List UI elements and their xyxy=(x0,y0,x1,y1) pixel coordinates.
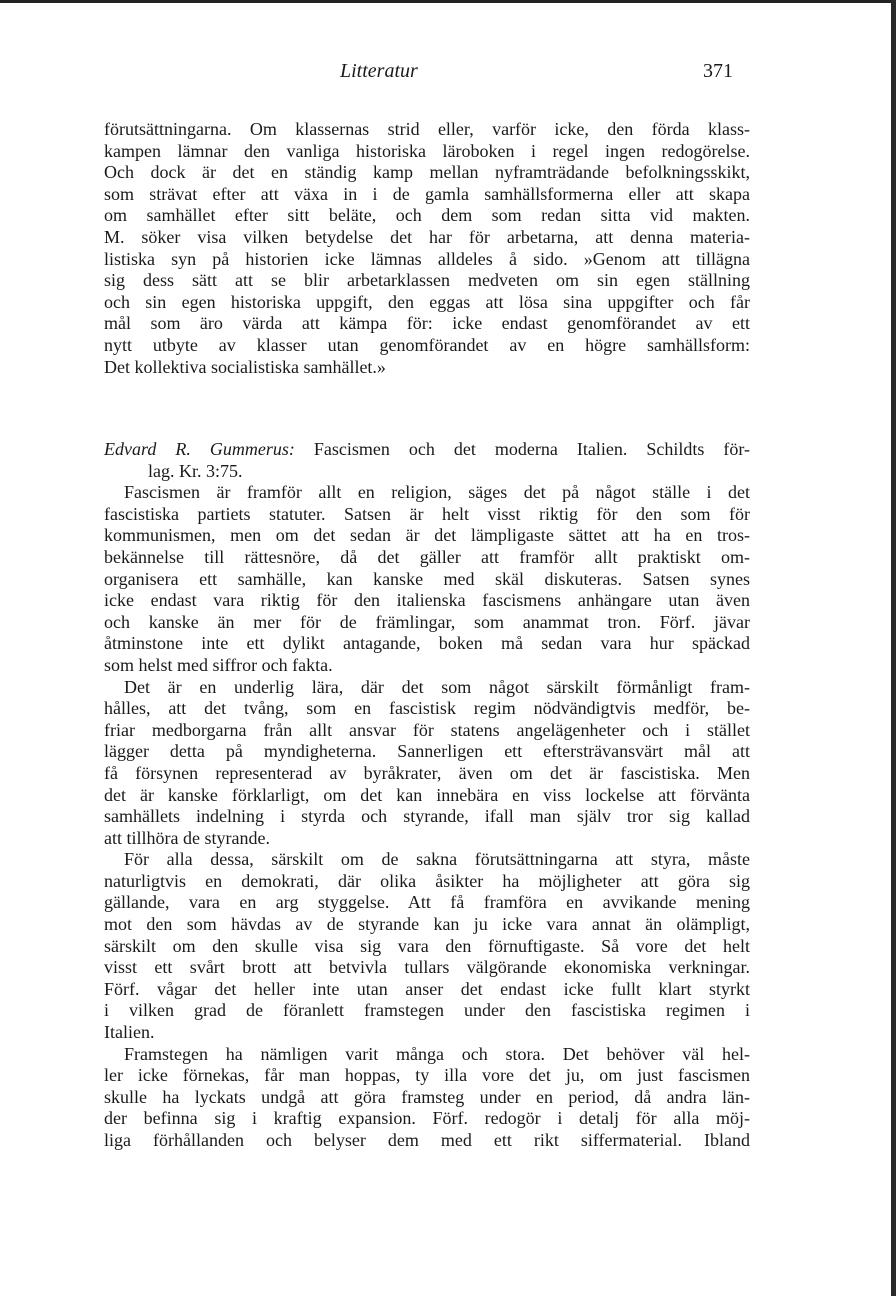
paragraph xyxy=(104,849,750,1043)
text-line: Fascismen är framför allt en religion, säges det på något ställe i det xyxy=(124,482,750,503)
text-line: listiska syn på historien icke lämnas alldeles å sido. »Genom att tillägna xyxy=(104,248,750,269)
text-line: visst ett svårt brott att betvivla tullars välgörande ekonomiska verkningar. xyxy=(104,957,750,978)
text-line: kommunismen, men om det sedan är det lämpligaste sättet att ha en tros- xyxy=(104,525,750,546)
page-number: 371 xyxy=(703,60,733,82)
text-line: sig dess sätt att se blir arbetarklassen medveten om sin egen ställning xyxy=(104,270,750,291)
text-line: förutsättningarna. Om klassernas strid eller, varför icke, den förda klass- xyxy=(104,119,750,139)
text-line: särskilt om den skulle visa sig vara den förnuftigaste. Så vore det helt xyxy=(104,935,750,956)
text-line: mot den som hävdas av de styrande kan ju icke vara annat än olämpligt, xyxy=(104,914,750,935)
review-body xyxy=(104,482,750,1151)
continued-review-text xyxy=(104,119,750,378)
text-line: friar medborgarna från allt ansvar för statens angelägenheter och i stället xyxy=(104,719,750,740)
text-line: Framstegen ha nämligen varit många och stora. Det behöver väl hel- xyxy=(124,1043,750,1064)
text-line: M. söker visa vilken betydelse det har för arbetarna, att denna materia- xyxy=(104,226,750,247)
text-line: För alla dessa, särskilt om de sakna förutsättningarna att styra, måste xyxy=(124,849,750,870)
text-line: i vilken grad de föranlett framstegen under den fascistiska regimen i xyxy=(104,1000,750,1021)
text-line: ler icke förnekas, får man hoppas, ty illa vore det ju, om just fascismen xyxy=(104,1065,750,1086)
text-line: skulle ha lyckats undgå att göra framsteg under en period, då andra län- xyxy=(104,1086,750,1107)
paragraph xyxy=(104,119,750,378)
text-line: Italien. xyxy=(104,1022,155,1043)
text-line: lägger detta på myndigheterna. Sannerligen ett eftersträvansvärt mål att xyxy=(104,741,750,762)
text-line: att tillhöra de styrande. xyxy=(104,827,270,848)
text-line: hålles, att det tvång, som en fascistisk regim nödvändigtvis medför, be- xyxy=(104,698,750,719)
text-line: der befinna sig i kraftig expansion. Förf. redogör i detalj för alla möj- xyxy=(104,1108,750,1129)
text-line: Förf. vågar det heller inte utan anser det endast icke fullt klart styrkt xyxy=(104,978,750,999)
review-heading xyxy=(104,439,750,461)
text-line: icke endast vara riktig för den italienska fascismens anhängare utan även xyxy=(104,590,750,611)
review-gummerus xyxy=(104,439,750,1152)
text-line: nytt utbyte av klasser utan genomförandet av en högre samhällsform: xyxy=(104,334,750,355)
running-head: Litteratur xyxy=(340,60,418,82)
text-line: kampen lämnar den vanliga historiska läroboken i regel ingen redogörelse. xyxy=(104,140,750,161)
text-line: det är kanske förklarligt, om det kan innebära en viss lockelse att förvänta xyxy=(104,784,750,805)
text-line: bekännelse till rättesnöre, då det gäller att framför allt praktiskt om- xyxy=(104,546,750,567)
text-line: som strävat efter att växa in i de gamla samhällsformerna eller att skapa xyxy=(104,183,750,204)
text-line: och kanske än mer för de främlingar, som anammat tron. Förf. jävar xyxy=(104,611,750,632)
text-line: Det kollektiva socialistiska samhället.» xyxy=(104,356,386,377)
review-publisher-price: lag. Kr. 3:75. xyxy=(148,460,243,481)
text-line: organisera ett samhälle, kan kanske med skäl diskuteras. Satsen synes xyxy=(104,568,750,589)
text-line: Det är en underlig lära, där det som något särskilt förmånligt fram- xyxy=(124,676,750,697)
text-line: och sin egen historiska uppgift, den eggas att lösa sina uppgifter och får xyxy=(104,291,750,312)
review-author: Edvard R. Gummerus: xyxy=(104,439,295,459)
paragraph xyxy=(104,677,750,850)
text-line: fascistiska partiets statuter. Satsen är helt visst riktig för den som för xyxy=(104,503,750,524)
scan-right-edge xyxy=(891,0,896,1296)
scan-top-edge xyxy=(0,0,896,3)
paragraph xyxy=(104,1044,750,1152)
text-line: naturligtvis en demokrati, där olika åsikter ha möjligheter att göra sig xyxy=(104,870,750,891)
text-line: mål som äro värda att kämpa för: icke endast genomförandet av ett xyxy=(104,313,750,334)
text-line: som helst med siffror och fakta. xyxy=(104,654,333,675)
text-line: om samhället efter sitt beläte, och dem som redan sitta vid makten. xyxy=(104,205,750,226)
text-line: Och dock är det en ständig kamp mellan nyframträdande befolkningsskikt, xyxy=(104,162,750,183)
paragraph xyxy=(104,482,750,676)
text-line: åtminstone inte ett dylikt antagande, boken må sedan vara hur späckad xyxy=(104,633,750,654)
review-title: Fascismen och det moderna Italien. Schildts för- xyxy=(294,439,750,459)
text-line: gällande, vara en arg styggelse. Att få framföra en avvikande mening xyxy=(104,892,750,913)
text-line: få försynen representerad av byråkrater, även om det är fascistiska. Men xyxy=(104,762,750,783)
text-line: liga förhållanden och belyser dem med ett rikt siffermaterial. Ibland xyxy=(104,1130,750,1150)
text-line: samhällets indelning i styrda och styrande, ifall man själv tror sig kallad xyxy=(104,806,750,827)
